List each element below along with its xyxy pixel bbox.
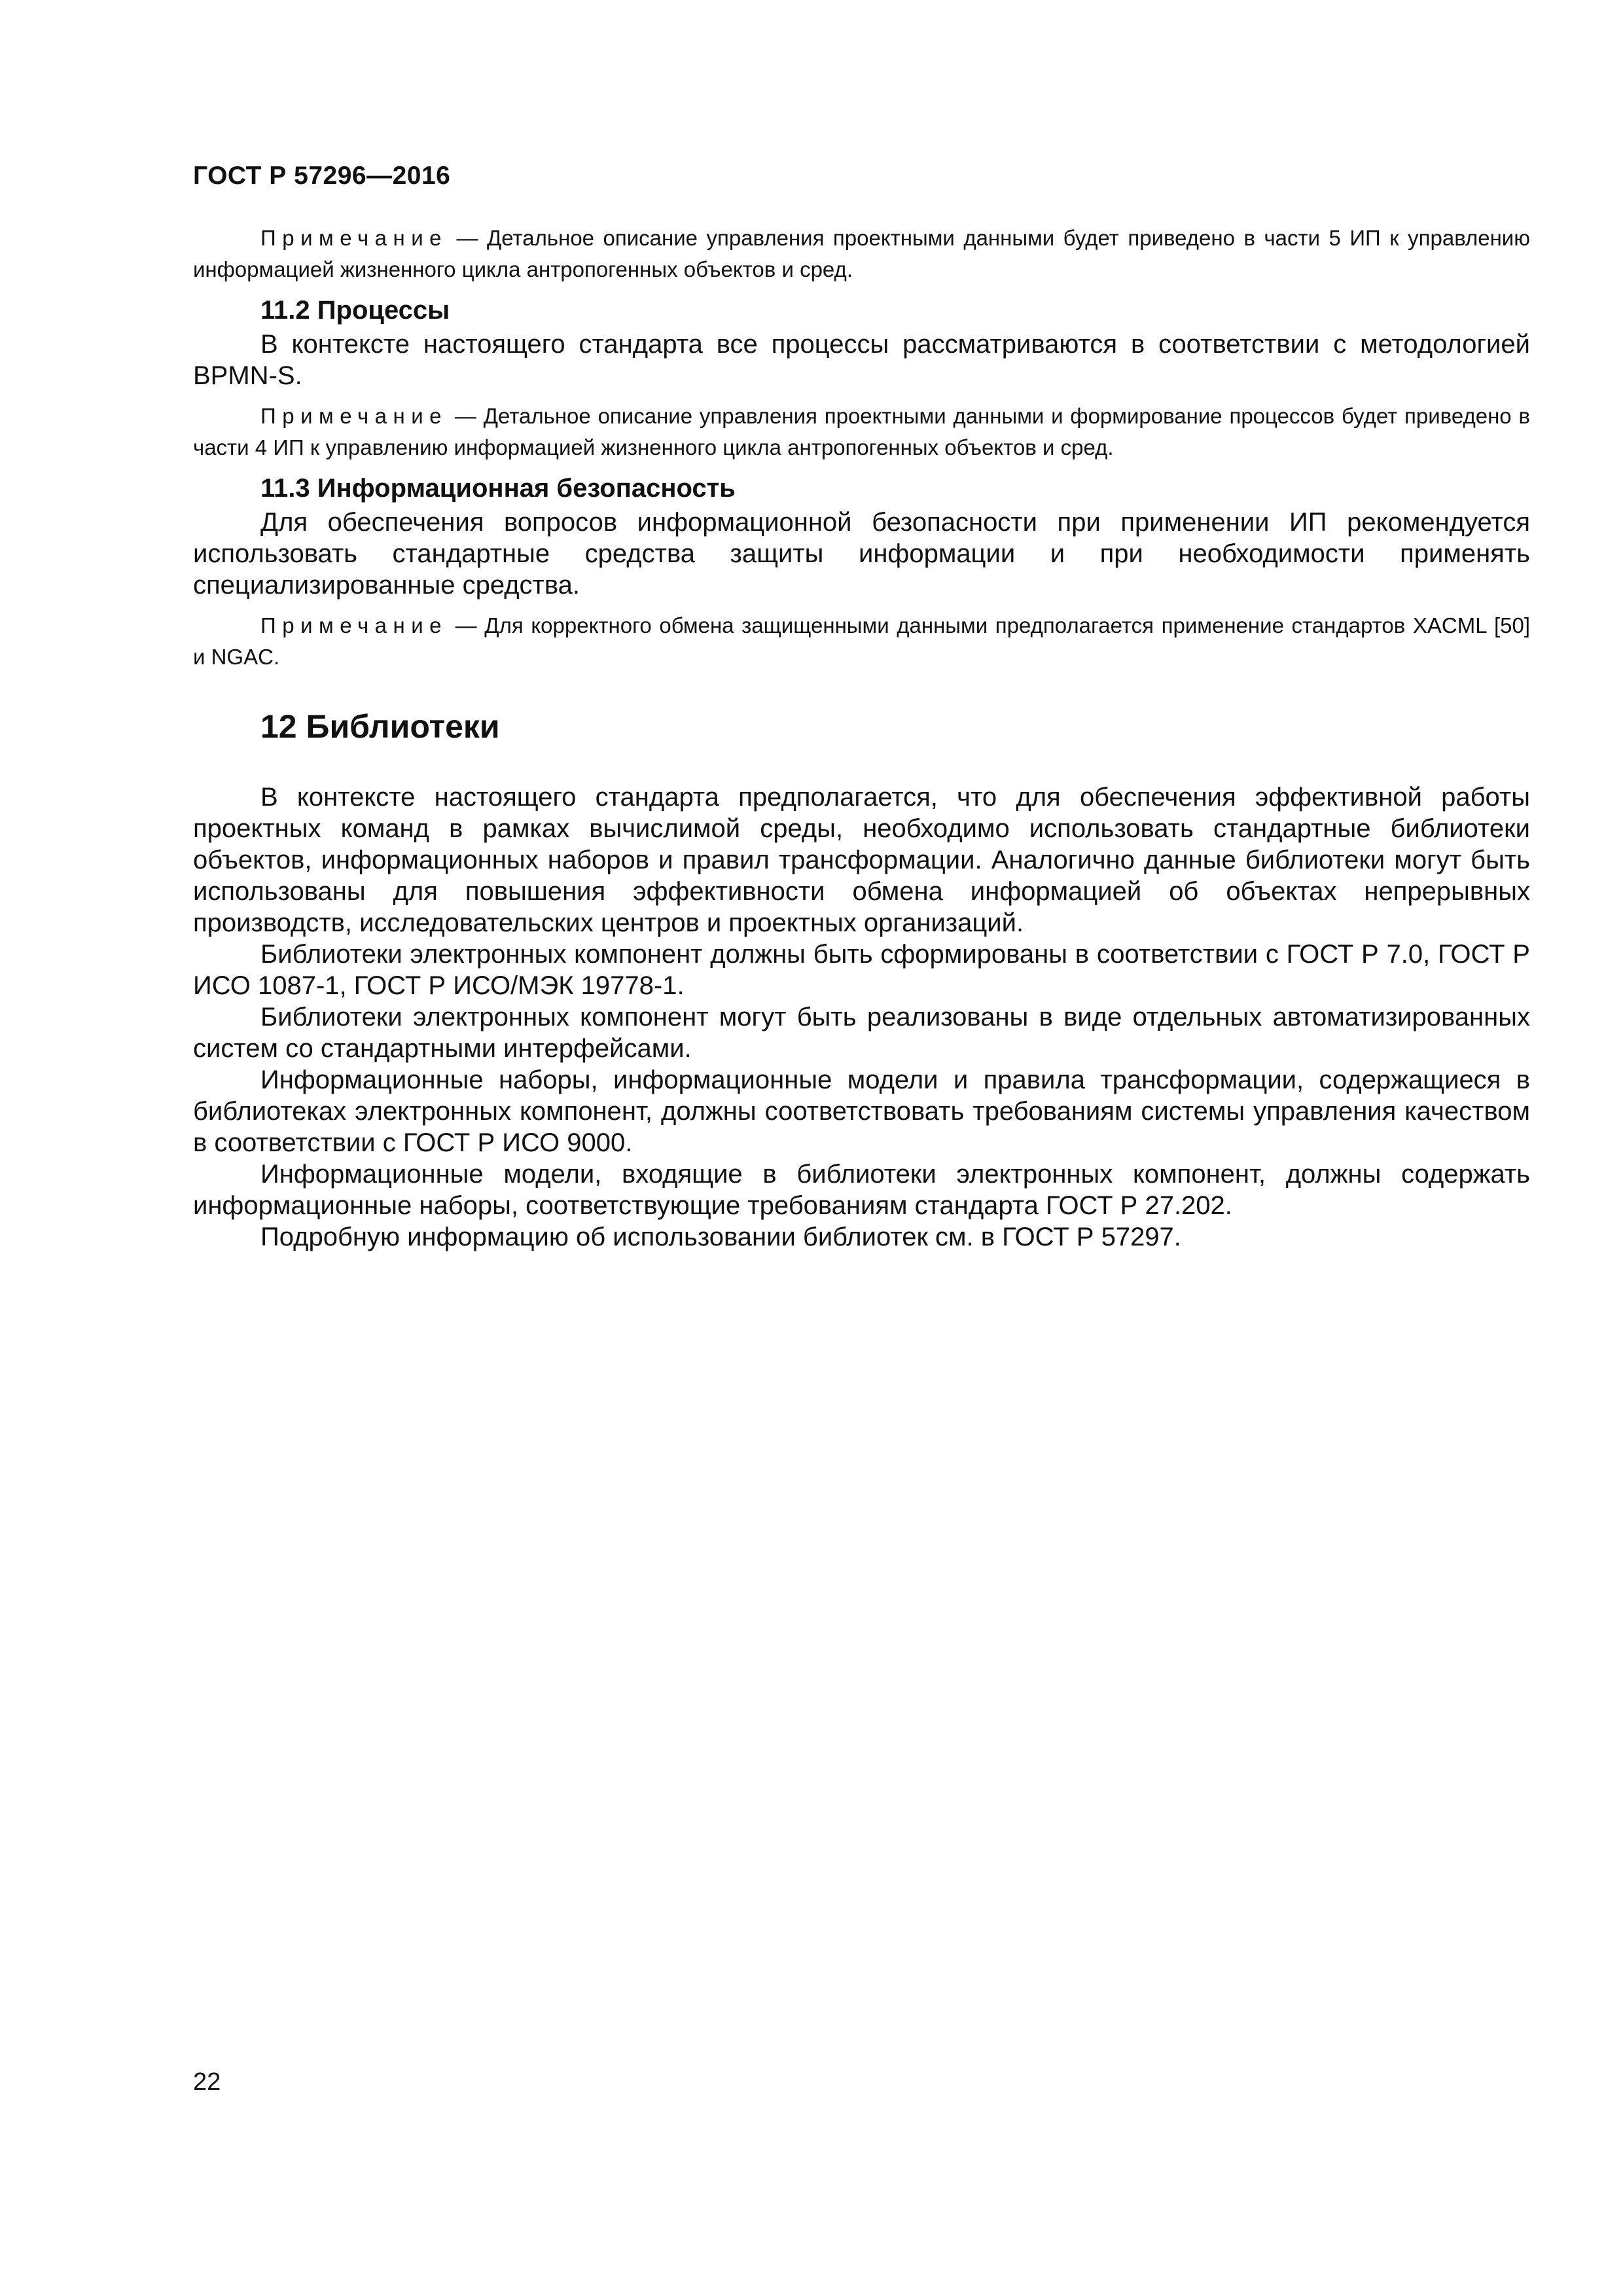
paragraph-11-2: В контексте настоящего стандарта все процессы рассматриваются в соответствии с методологией BPMN-S. [193, 330, 1530, 390]
note-2 [193, 401, 1530, 463]
note-label: Примечание [260, 404, 448, 428]
note-dash: — [448, 613, 485, 637]
note-dash: — [448, 404, 484, 428]
page-content [193, 223, 1530, 1253]
paragraph-11-3: Для обеспечения вопросов информационной безопасности при применении ИП рекомендуется использовать стандартные средства защиты информации и при необходимости применять специализированные средства. [193, 508, 1530, 600]
note-text: Для корректного обмена защищенными данными предполагается применение стандартов XACML [50] и NGAC. [193, 613, 1530, 669]
paragraph-12-4: Информационные наборы, информационные модели и правила трансформации, содержащиеся в библиотеках электронных компонент, должны соответствовать требованиям системы управления качеством в соответствии с ГОСТ Р ИСО 9000. [193, 1066, 1530, 1157]
section-title-12: 12 Библиотеки [260, 708, 500, 745]
subsection-title-11-3: 11.3 Информационная безопасность [260, 474, 736, 503]
note-3 [193, 610, 1530, 673]
paragraph-12-2: Библиотеки электронных компонент должны быть сформированы в соответствии с ГОСТ Р 7.0, ГОСТ Р ИСО 1087-1, ГОСТ Р ИСО/МЭК 19778-1. [193, 940, 1530, 1000]
note-label: Примечание [260, 613, 448, 637]
document-header: ГОСТ Р 57296—2016 [193, 162, 451, 190]
subsection-title-11-2: 11.2 Процессы [260, 296, 450, 325]
note-text: Детальное описание управления проектными данными и формирование процессов будет приведено в части 4 ИП к управлению информацией жизненного цикла антропогенных объектов и сред. [193, 404, 1531, 459]
paragraph-12-1: В контексте настоящего стандарта предполагается, что для обеспечения эффективной работы проектных команд в рамках вычислимой среды, необходимо использовать стандартные библиотеки объектов, информационных наборов и правил трансформации. Аналогично данные библиотеки могут быть использованы для повышения эффективности обмена информацией об объектах непрерывных производств, исследовательских центров и проектных организаций. [193, 783, 1530, 937]
note-dash: — [448, 226, 487, 250]
paragraph-12-5: Информационные модели, входящие в библиотеки электронных компонент, должны содержать информационные наборы, соответствующие требованиям стандарта ГОСТ Р 27.202. [193, 1160, 1530, 1220]
paragraph-12-6: Подробную информацию об использовании библиотек см. в ГОСТ Р 57297. [260, 1223, 1181, 1251]
section-12-body [193, 781, 1530, 1253]
note-label: Примечание [260, 226, 448, 250]
note-text: Детальное описание управления проектными данными будет приведено в части 5 ИП к управлению информацией жизненного цикла антропогенных объектов и сред. [193, 226, 1530, 281]
page-number: 22 [193, 2068, 221, 2096]
note-1 [193, 223, 1530, 285]
paragraph-12-3: Библиотеки электронных компонент могут быть реализованы в виде отдельных автоматизированных систем со стандартными интерфейсами. [193, 1003, 1530, 1063]
